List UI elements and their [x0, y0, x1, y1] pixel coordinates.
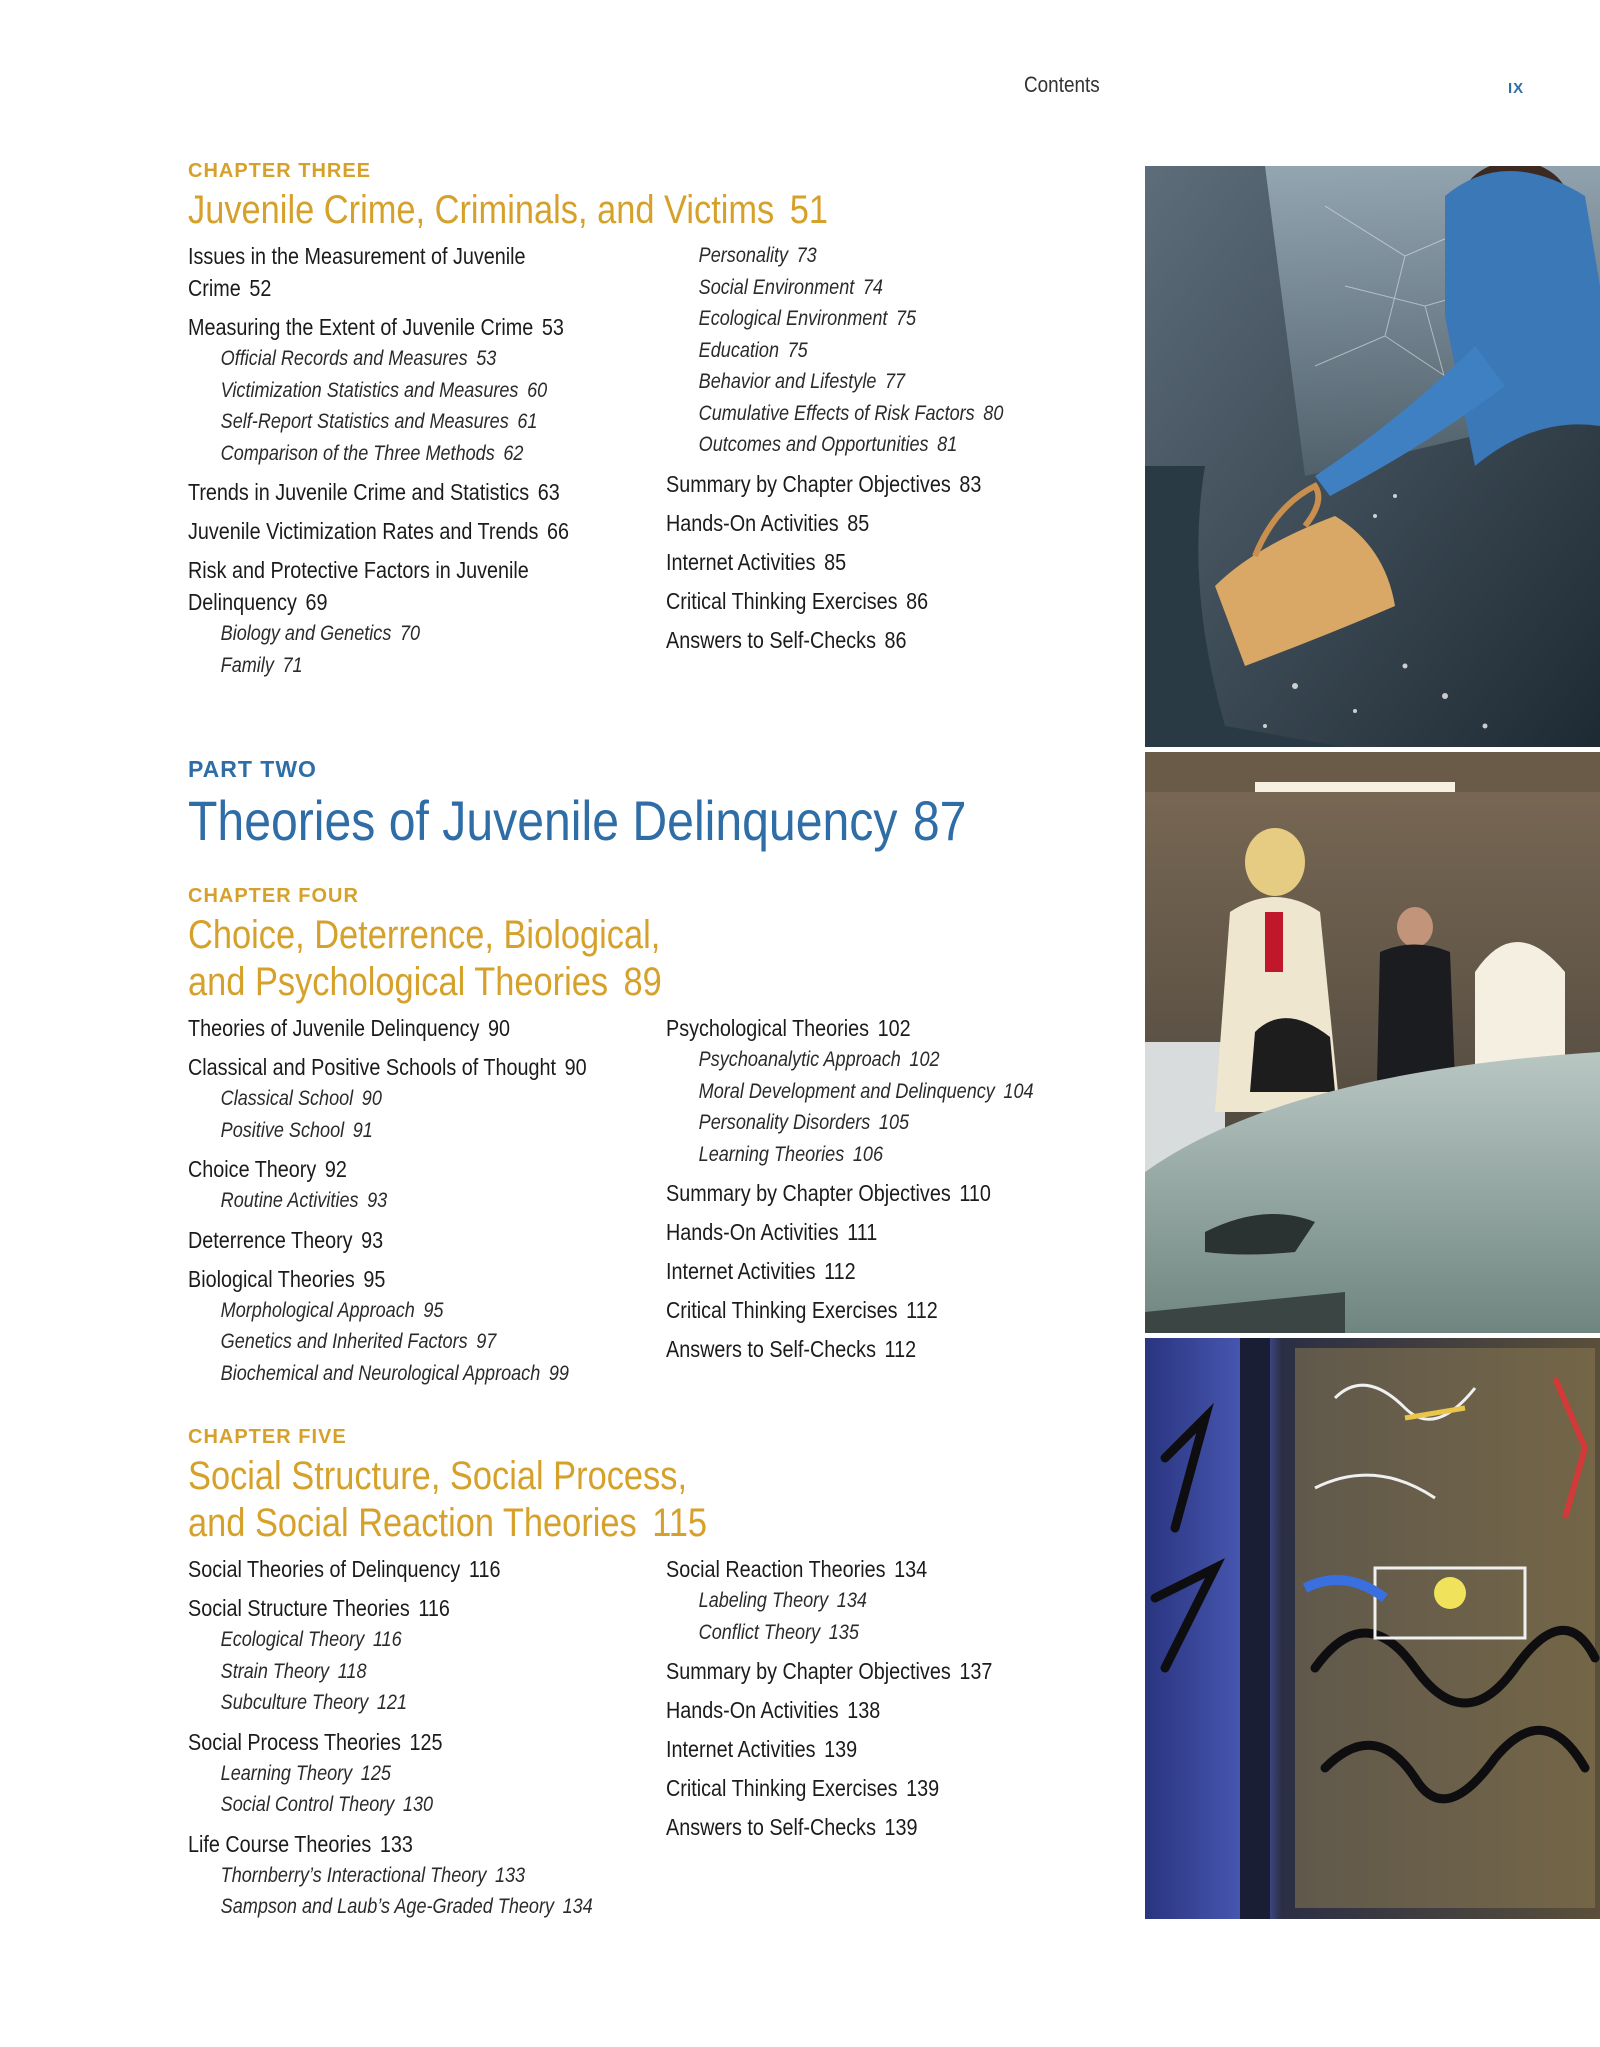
- toc-entry-title: Subculture Theory: [220, 1691, 369, 1714]
- toc-entry-title: Summary by Chapter Objectives: [666, 1180, 951, 1206]
- toc-left-column: [188, 240, 658, 681]
- toc-subentry[interactable]: [188, 438, 592, 470]
- toc-entry-page: 102: [909, 1048, 940, 1071]
- toc-entry[interactable]: [188, 1592, 592, 1624]
- chapter-title[interactable]: [188, 187, 962, 234]
- toc-entry-page: 111: [847, 1219, 878, 1245]
- toc-entry[interactable]: [188, 1224, 592, 1256]
- toc-entry-title: Behavior and Lifestyle: [698, 370, 877, 393]
- toc-entry-page: 138: [847, 1697, 881, 1723]
- toc-entry-title: Learning Theory: [220, 1761, 353, 1785]
- toc-entry-title: Choice Theory: [188, 1156, 317, 1182]
- toc-entry-title: Crime: [188, 275, 241, 301]
- toc-subentry[interactable]: [666, 1617, 1070, 1649]
- toc-entry-page: 66: [546, 518, 569, 544]
- toc-entry-title: Risk and Protective Factors in Juvenile: [188, 557, 529, 583]
- toc-entry-title: Official Records and Measures: [220, 347, 468, 370]
- toc-entry[interactable]: [188, 1828, 592, 1860]
- toc-entry-page: 77: [884, 370, 906, 393]
- toc-entry-title: Internet Activities: [666, 548, 816, 575]
- toc-entry-title: Routine Activities: [220, 1189, 359, 1212]
- toc-entry-title: Summary by Chapter Objectives: [666, 470, 951, 497]
- toc-entry-title: Deterrence Theory: [188, 1226, 353, 1253]
- toc-entry-page: 116: [372, 1628, 402, 1651]
- toc-entry-title: Hands-On Activities: [666, 1697, 839, 1723]
- toc-entry-page: 60: [527, 378, 548, 402]
- toc-subentry[interactable]: [188, 1083, 592, 1115]
- toc-entry-title: Comparison of the Three Methods: [220, 441, 495, 465]
- toc-entry-title: Critical Thinking Exercises: [666, 587, 898, 614]
- toc-entry-title: Summary by Chapter Objectives: [666, 1658, 951, 1684]
- toc-entry-title: Labeling Theory: [698, 1589, 829, 1612]
- toc-entry-page: 99: [548, 1361, 569, 1385]
- toc-subentry[interactable]: [188, 1860, 592, 1892]
- toc-right-column: [666, 1553, 1136, 1843]
- toc-entry-title: Social Reaction Theories: [666, 1556, 886, 1582]
- chapter-title[interactable]: [188, 912, 962, 1006]
- toc-entry-title: Theories of Juvenile Delinquency: [188, 1015, 480, 1041]
- toc-entry-title: Internet Activities: [666, 1258, 816, 1284]
- toc-entry-title: Social Theories of Delinquency: [188, 1556, 461, 1582]
- part-two-section: [188, 756, 1088, 853]
- toc-entry-title: Learning Theories: [698, 1142, 845, 1166]
- chapter-label: CHAPTER THREE: [188, 160, 372, 182]
- toc-entry-page: 83: [959, 470, 982, 497]
- toc-entry-title: Personality: [698, 244, 789, 267]
- toc-entry-title: Answers to Self-Checks: [666, 626, 876, 653]
- toc-left-column: [188, 1553, 658, 1923]
- toc-entry-page: 93: [367, 1189, 388, 1212]
- toc-entry-page: 135: [828, 1620, 859, 1644]
- chapter-page-number: 115: [652, 1501, 708, 1545]
- toc-entry-title: Self-Report Statistics and Measures: [220, 410, 509, 433]
- toc-entry[interactable]: [666, 1255, 1070, 1287]
- toc-entry-page: 75: [787, 338, 808, 362]
- toc-entry[interactable]: [666, 1655, 1070, 1687]
- toc-subentry[interactable]: [188, 1789, 592, 1821]
- toc-entry[interactable]: [666, 1216, 1070, 1248]
- toc-entry-page: 93: [361, 1226, 384, 1253]
- toc-entry-title: Education: [698, 338, 780, 362]
- toc-subentry[interactable]: [188, 343, 592, 375]
- toc-right-column: [666, 1012, 1136, 1365]
- chapter-label: CHAPTER FOUR: [188, 885, 359, 907]
- toc-entry-title: Personality Disorders: [698, 1111, 871, 1134]
- toc-entry-page: 74: [862, 275, 883, 299]
- toc-entry-page: 134: [562, 1895, 593, 1918]
- toc-entry-page: 118: [337, 1659, 367, 1683]
- toc-entry-page: 95: [423, 1298, 444, 1322]
- toc-entry[interactable]: [188, 311, 592, 343]
- toc-entry-page: 86: [906, 587, 929, 614]
- toc-entry-page: 61: [517, 410, 538, 433]
- toc-entry-title: Ecological Theory: [220, 1628, 365, 1651]
- toc-subentry[interactable]: [666, 398, 1070, 430]
- toc-subentry[interactable]: [666, 1107, 1070, 1139]
- part-label: PART TWO: [188, 756, 317, 782]
- toc-entry-title: Family: [220, 653, 274, 677]
- toc-entry-page: 105: [878, 1111, 910, 1134]
- toc-entry[interactable]: [188, 586, 592, 618]
- toc-entry-page: 95: [363, 1265, 386, 1292]
- toc-entry-page: 90: [564, 1054, 587, 1080]
- toc-right-column: [666, 240, 1136, 656]
- toc-entry-title: Psychological Theories: [666, 1015, 870, 1041]
- toc-entry-title: Trends in Juvenile Crime and Statistics: [188, 479, 530, 505]
- toc-entry-title: Classical School: [220, 1087, 354, 1110]
- chapter-title-line-2: [188, 1500, 962, 1547]
- toc-entry-title: Biology and Genetics: [220, 622, 392, 645]
- toc-subentry[interactable]: [666, 1139, 1070, 1171]
- toc-subentry[interactable]: [188, 1687, 592, 1719]
- page-number: IX: [1508, 80, 1525, 97]
- chapter-title[interactable]: [188, 1453, 962, 1547]
- chapter-title-text: and Psychological Theories: [188, 960, 609, 1004]
- toc-entry-title: Outcomes and Opportunities: [698, 433, 929, 456]
- toc-entry-title: Ecological Environment: [698, 307, 888, 330]
- toc-subentry[interactable]: [666, 272, 1070, 304]
- toc-entry[interactable]: [188, 1263, 592, 1295]
- toc-entry[interactable]: [188, 1153, 592, 1185]
- chapter-title-line-1: Choice, Deterrence, Biological,: [188, 913, 661, 957]
- toc-entry[interactable]: [666, 546, 1070, 578]
- toc-entry[interactable]: [188, 1051, 592, 1083]
- part-page-number: 87: [912, 789, 967, 852]
- toc-entry-page: 81: [937, 433, 958, 456]
- toc-entry-title: Moral Development and Delinquency: [698, 1079, 995, 1103]
- toc-subentry[interactable]: [666, 1076, 1070, 1108]
- toc-entry[interactable]: [188, 476, 592, 508]
- toc-entry-page: 80: [983, 401, 1004, 425]
- toc-entry-page: 106: [852, 1142, 884, 1166]
- chapter-page-number: 51: [789, 188, 829, 232]
- toc-entry-title: Critical Thinking Exercises: [666, 1297, 898, 1323]
- toc-entry-page: 62: [503, 441, 524, 465]
- chapter-title-line-1: Social Structure, Social Process,: [188, 1454, 688, 1498]
- graffiti-wall-photo: [1145, 1338, 1600, 1919]
- toc-left-column: [188, 1012, 658, 1389]
- toc-entry-page: 110: [959, 1180, 991, 1206]
- toc-entry-title: Positive School: [220, 1118, 345, 1142]
- toc-entry-title: Social Environment: [698, 275, 855, 299]
- toc-entry-title: Classical and Positive Schools of Thought: [188, 1054, 556, 1080]
- toc-entry-page: 116: [418, 1595, 450, 1621]
- toc-entry-page: 139: [906, 1775, 940, 1801]
- toc-entry-page: 97: [476, 1330, 497, 1353]
- toc-entry-page: 85: [824, 548, 847, 575]
- toc-entry-page: 102: [877, 1015, 911, 1041]
- toc-entry-page: 139: [824, 1736, 858, 1762]
- chapter-three-section: [188, 160, 1088, 677]
- toc-entry-page: 86: [884, 626, 907, 653]
- toc-entry-title: Juvenile Victimization Rates and Trends: [188, 518, 539, 544]
- toc-entry[interactable]: [188, 515, 592, 547]
- toc-entry-title: Cumulative Effects of Risk Factors: [698, 401, 975, 425]
- toc-entry[interactable]: [666, 1294, 1070, 1326]
- toc-entry-title: Life Course Theories: [188, 1830, 372, 1857]
- chapter-title-text: and Social Reaction Theories: [188, 1501, 637, 1545]
- chapter-five-section: [188, 1426, 1088, 1918]
- toc-subentry[interactable]: [666, 303, 1070, 335]
- toc-entry-page: 63: [537, 479, 560, 505]
- toc-entry[interactable]: [666, 468, 1070, 500]
- toc-subentry[interactable]: [666, 1585, 1070, 1617]
- toc-entry[interactable]: [666, 585, 1070, 617]
- chapter-title-line-2: [188, 959, 962, 1006]
- toc-entry-title: Social Structure Theories: [188, 1595, 410, 1621]
- toc-entry-title: Biological Theories: [188, 1265, 355, 1292]
- chapter-page-number: 89: [623, 960, 662, 1004]
- toc-entry-page: 137: [959, 1658, 993, 1684]
- toc-subentry[interactable]: [188, 1185, 592, 1217]
- running-header: Contents: [1024, 72, 1100, 97]
- toc-entry-page: 73: [796, 244, 817, 267]
- toc-entry-title: Measuring the Extent of Juvenile Crime: [188, 314, 534, 340]
- toc-entry-page: 75: [896, 307, 917, 330]
- toc-entry-title: Genetics and Inherited Factors: [220, 1330, 468, 1353]
- toc-entry-page: 112: [884, 1336, 917, 1362]
- toc-entry-page: 133: [494, 1863, 526, 1887]
- toc-entry-page: 125: [360, 1761, 391, 1785]
- toc-entry-title: Critical Thinking Exercises: [666, 1775, 898, 1801]
- toc-entry-title: Morphological Approach: [220, 1298, 415, 1322]
- toc-entry-page: 53: [541, 314, 564, 340]
- toc-entry-page: 90: [361, 1087, 382, 1110]
- car-breakin-photo: [1145, 166, 1600, 747]
- toc-entry[interactable]: [666, 1772, 1070, 1804]
- part-title[interactable]: [188, 789, 967, 853]
- toc-subentry[interactable]: [188, 1115, 592, 1147]
- toc-subentry[interactable]: [188, 1656, 592, 1688]
- toc-subentry[interactable]: [188, 375, 592, 407]
- toc-entry-page: 139: [884, 1814, 918, 1840]
- toc-entry[interactable]: [188, 1726, 592, 1758]
- toc-entry-page: 134: [836, 1589, 867, 1612]
- toc-entry-page: 92: [324, 1156, 347, 1182]
- toc-entry-title: Psychoanalytic Approach: [698, 1048, 901, 1071]
- toc-entry-page: 130: [402, 1793, 434, 1816]
- toc-subentry[interactable]: [188, 1326, 592, 1358]
- toc-entry-title: Delinquency: [188, 589, 297, 615]
- part-title-text: Theories of Juvenile Delinquency: [188, 789, 898, 852]
- toc-entry[interactable]: [666, 624, 1070, 656]
- toc-entry[interactable]: [666, 1553, 1070, 1585]
- toc-entry-title: Internet Activities: [666, 1736, 816, 1762]
- toc-entry-title: Sampson and Laub’s Age-Graded Theory: [220, 1895, 554, 1918]
- toc-entry-title: Answers to Self-Checks: [666, 1336, 876, 1362]
- toc-entry-title: Hands-On Activities: [666, 1219, 839, 1245]
- parking-garage-photo: [1145, 752, 1600, 1333]
- toc-entry[interactable]: [188, 1012, 592, 1044]
- toc-entry-title: Answers to Self-Checks: [666, 1814, 876, 1840]
- chapter-label: CHAPTER FIVE: [188, 1426, 347, 1448]
- toc-subentry[interactable]: [188, 406, 592, 438]
- toc-subentry[interactable]: [188, 618, 592, 650]
- toc-subentry[interactable]: [188, 1758, 592, 1790]
- toc-entry-title: Conflict Theory: [698, 1620, 821, 1644]
- toc-subentry[interactable]: [188, 1295, 592, 1327]
- toc-entry-title: Social Process Theories: [188, 1728, 401, 1755]
- toc-entry-page: 71: [282, 653, 303, 677]
- toc-subentry[interactable]: [666, 366, 1070, 398]
- toc-entry-page: 125: [409, 1728, 443, 1755]
- toc-entry-page: 112: [906, 1297, 938, 1323]
- toc-entry[interactable]: [188, 240, 592, 272]
- toc-entry[interactable]: [188, 1553, 592, 1585]
- toc-subentry[interactable]: [666, 1044, 1070, 1076]
- toc-entry-title: Thornberry’s Interactional Theory: [220, 1863, 487, 1887]
- toc-subentry[interactable]: [188, 1624, 592, 1656]
- toc-entry-page: 52: [249, 275, 272, 301]
- toc-entry[interactable]: [666, 1333, 1070, 1365]
- toc-subentry[interactable]: [188, 650, 592, 682]
- toc-entry[interactable]: [666, 1811, 1070, 1843]
- toc-entry[interactable]: [188, 554, 592, 586]
- toc-subentry[interactable]: [188, 1358, 592, 1390]
- toc-entry-title: Hands-On Activities: [666, 509, 839, 536]
- chapter-title-text: Juvenile Crime, Criminals, and Victims: [188, 188, 775, 232]
- toc-entry[interactable]: [188, 272, 592, 304]
- toc-entry-page: 70: [399, 622, 421, 645]
- toc-entry-page: 91: [352, 1118, 373, 1142]
- toc-entry-title: Biochemical and Neurological Approach: [220, 1361, 541, 1385]
- toc-entry-page: 90: [487, 1015, 510, 1041]
- toc-subentry[interactable]: [666, 240, 1070, 272]
- toc-subentry[interactable]: [188, 1891, 592, 1923]
- toc-entry[interactable]: [666, 1733, 1070, 1765]
- toc-entry-page: 133: [379, 1830, 413, 1857]
- toc-entry-title: Victimization Statistics and Measures: [220, 378, 519, 402]
- toc-entry[interactable]: [666, 1012, 1070, 1044]
- toc-subentry[interactable]: [666, 429, 1070, 461]
- toc-entry-title: Social Control Theory: [220, 1793, 395, 1816]
- chapter-four-section: [188, 885, 1088, 1385]
- toc-entry-page: 116: [468, 1556, 501, 1582]
- toc-entry-page: 53: [476, 347, 497, 370]
- toc-entry-title: Issues in the Measurement of Juvenile: [188, 243, 526, 269]
- toc-entry-title: Strain Theory: [220, 1659, 330, 1683]
- toc-entry[interactable]: [666, 507, 1070, 539]
- toc-entry-page: 69: [305, 589, 328, 615]
- toc-entry-page: 104: [1003, 1079, 1034, 1103]
- toc-subentry[interactable]: [666, 335, 1070, 367]
- toc-entry-page: 112: [824, 1258, 856, 1284]
- toc-entry-page: 85: [847, 509, 870, 536]
- toc-entry[interactable]: [666, 1177, 1070, 1209]
- toc-entry[interactable]: [666, 1694, 1070, 1726]
- toc-entry-page: 134: [894, 1556, 928, 1582]
- toc-entry-page: 121: [376, 1691, 407, 1714]
